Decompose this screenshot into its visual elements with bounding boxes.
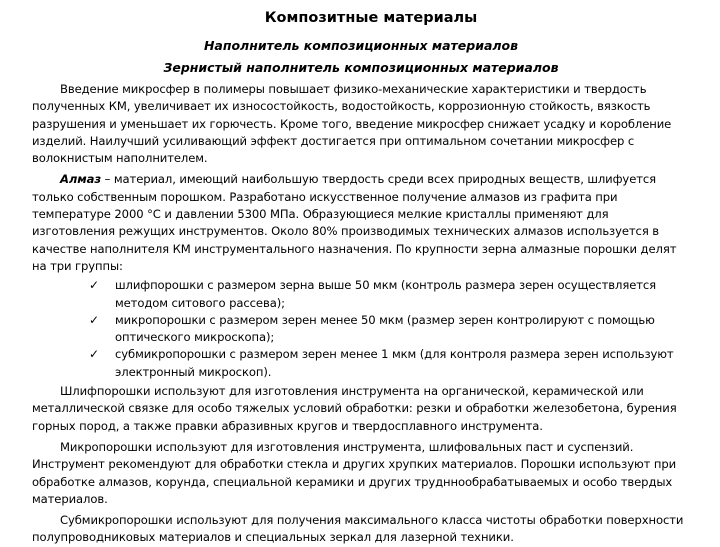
section-subtitle: Наполнитель композиционных материалов [203, 38, 519, 53]
checkmark-icon: ✓ [89, 312, 99, 327]
list-item [87, 312, 690, 347]
paragraph-micropowders: Микропорошки используют для изготовления инструмента, шлифовальных паст и суспензий. Инструмент рекомендуют для обработки стекла и других хрупких материалов. Порошки используют при обработке алмазов, корунда, специальной керамики и других трудннообрабатываемых и особо твердых материалов. [32, 439, 677, 506]
list-item-text: микропорошки с размером зерен менее 50 мкм (размер зерен контролируют с помощью оптического микроскопа); [115, 312, 655, 345]
list-item-text: субмикропорошки с размером зерен менее 1 мкм (для контроля размера зерен используют электронный микроскоп). [115, 347, 674, 379]
paragraph-diamond-text: – материал, имеющий наибольшую твердость среди всех природных веществ, шлифуется только собственным порошком. Разработано искусственное получение алмазов из графита при температуре 2000 °С и давлении 5300 МПа. Образующиеся мелкие кристаллы применяют для изготовления режущих инструментов. Около 80% производимых технических алмазов используется в качестве наполнителя КМ инструментального назначения. По крупности зерна алмазные порошки делят на три группы: [32, 172, 677, 273]
paragraph-grinding-powders: Шлифпорошки используют для изготовления инструмента на органической, керамической или металлической связке для особо тяжелых условий обработки: резки и обработки железобетона, бурения горных пород, а также правки абразивных кругов и твердосплавного инструмента. [32, 384, 677, 433]
paragraph-microspheres: Введение микросфер в полимеры повышает физико-механические характеристики и твердость полученных КМ, увеличивает их износостойкость, водостойкость, коррозионную стойкость, вязкость разрушения и уменьшает их горючесть. Кроме того, введение микросфер снижает усадку и коробление изделий. Наилучший усиливающий эффект достигается при оптимальном сочетании микросфер с волокнистым наполнителем. [32, 82, 672, 166]
paragraph-diamond [32, 171, 690, 275]
list-item [87, 277, 690, 312]
checkmark-icon: ✓ [89, 278, 99, 293]
subsection-subtitle: Зернистый наполнитель композиционных материалов [163, 60, 559, 75]
checkmark-icon: ✓ [89, 347, 99, 362]
page-title: Композитные материалы [264, 10, 478, 26]
paragraph-submicropowders: Субмикропорошки используют для получения максимального класса чистоты обработки поверхности полупроводниковых материалов и специальных зеркал для лазерной техники. [32, 513, 684, 545]
term-diamond: Алмаз [60, 172, 102, 187]
list-item [87, 346, 690, 381]
powder-groups-list [32, 277, 690, 381]
list-item-text: шлифпорошки с размером зерна выше 50 мкм (контроль размера зерен осуществляется методом ситового рассева); [115, 278, 657, 310]
